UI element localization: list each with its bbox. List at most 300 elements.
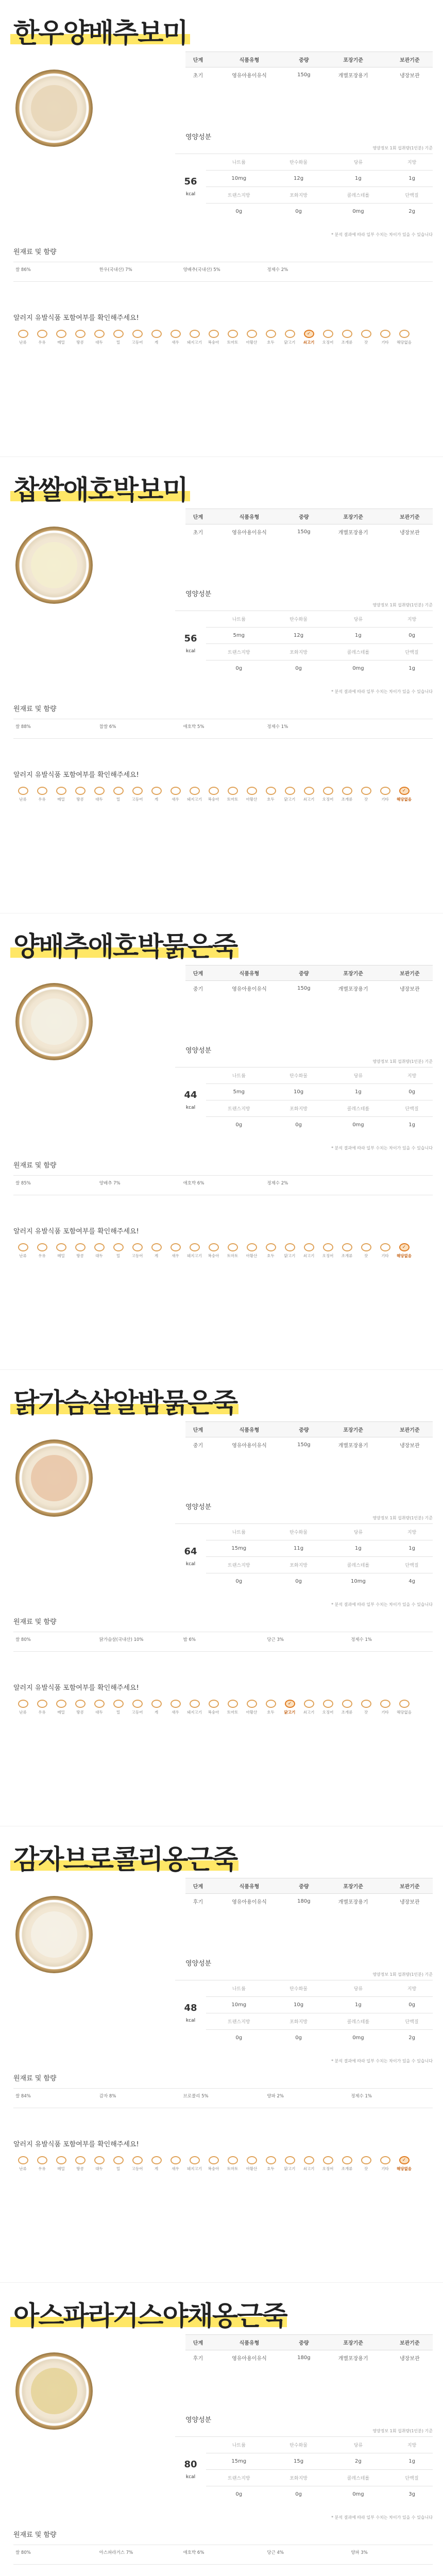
allergen-label: 난류 xyxy=(19,1710,27,1715)
allergen-label: 복숭아 xyxy=(208,1710,219,1715)
allergen-label: 아황산 xyxy=(246,1253,258,1258)
allergen-icon xyxy=(171,2156,181,2164)
kcal-value: 56 xyxy=(184,633,197,644)
ingredient-cell: 닭가슴살(국내산) 10% xyxy=(97,1632,181,1652)
nutrient-value: 1g xyxy=(326,628,391,644)
ingredient-cell: 아스파라거스 7% xyxy=(97,2545,181,2565)
nutrient-value: 5mg xyxy=(206,1084,272,1100)
allergy-heading: 알러지 유발식품 포함여부를 확인해주세요! xyxy=(13,1684,139,1692)
allergen-label: 기타 xyxy=(381,2166,389,2171)
allergen-label: 아황산 xyxy=(246,1710,258,1715)
ingredient-cell: 쌀 80% xyxy=(13,2545,97,2565)
allergen-icon xyxy=(380,787,390,795)
allergy-item xyxy=(261,1698,280,1722)
ingredient-cell: 당근 3% xyxy=(265,1632,349,1652)
allergen-icon xyxy=(18,787,28,795)
allergy-item xyxy=(32,328,52,352)
nutrition-table xyxy=(175,154,433,220)
allergen-label: 해당없음 xyxy=(397,1253,412,1258)
allergen-icon xyxy=(285,2156,295,2164)
allergen-icon xyxy=(228,330,238,338)
nutrient-label: 당류 xyxy=(326,611,391,628)
allergen-label: 밀 xyxy=(116,1253,121,1258)
allergen-label: 토마토 xyxy=(227,1253,238,1258)
allergen-icon xyxy=(37,787,47,795)
nutrition-heading: 영양성분 xyxy=(185,1047,212,1055)
info-header: 단계 xyxy=(185,1878,211,1894)
nutrient-value: 1g xyxy=(391,1540,433,1557)
allergy-item xyxy=(90,1698,109,1722)
nutrient-label: 단백질 xyxy=(391,644,433,660)
nutrient-label: 트랜스지방 xyxy=(206,2470,272,2486)
nutrient-label: 단백질 xyxy=(391,187,433,204)
allergen-icon xyxy=(37,2156,47,2164)
allergy-item xyxy=(223,785,242,809)
allergy-item xyxy=(109,1241,128,1266)
nutrient-label: 탄수화물 xyxy=(272,2437,326,2453)
nutrient-label: 당류 xyxy=(326,2437,391,2453)
product-info-table xyxy=(185,52,433,82)
ingredients-table xyxy=(13,1175,433,1195)
allergen-icon xyxy=(190,1700,200,1708)
info-header: 중량 xyxy=(288,1878,320,1894)
allergen-label: 밀 xyxy=(116,1710,121,1715)
allergy-item xyxy=(280,1698,299,1722)
allergen-icon xyxy=(113,787,124,795)
allergy-item xyxy=(204,785,223,809)
allergy-item xyxy=(242,1698,261,1722)
info-header: 포장기준 xyxy=(320,1878,387,1894)
analysis-note: * 분석 결과에 따라 일부 수치는 차이가 있을 수 있습니다 xyxy=(331,1602,433,1607)
allergy-item xyxy=(204,2154,223,2179)
allergy-item xyxy=(109,2154,128,2179)
allergy-item xyxy=(223,1241,242,1266)
nutrition-table xyxy=(175,611,433,677)
allergen-label: 게 xyxy=(154,2166,159,2171)
allergen-icon: ✓ xyxy=(399,2156,410,2164)
ingredient-cell: 애호박 6% xyxy=(181,2545,265,2565)
allergen-label: 땅콩 xyxy=(76,1710,84,1715)
allergy-item xyxy=(337,1241,356,1266)
allergy-item xyxy=(337,785,356,809)
allergy-item xyxy=(147,328,166,352)
product-section xyxy=(0,913,443,1369)
allergy-heading: 알러지 유발식품 포함여부를 확인해주세요! xyxy=(13,314,139,322)
ingredient-cell: 쌀 84% xyxy=(13,2089,97,2108)
food-image xyxy=(31,85,77,131)
allergy-item xyxy=(318,1698,337,1722)
allergy-heading: 알러지 유발식품 포함여부를 확인해주세요! xyxy=(13,771,139,779)
nutrient-label: 나트륨 xyxy=(206,1067,272,1084)
nutrient-value: 10mg xyxy=(206,1997,272,2013)
info-header: 보관기준 xyxy=(387,1422,433,1437)
nutrient-value: 0g xyxy=(272,2486,326,2503)
nutrient-value: 10g xyxy=(272,1084,326,1100)
ingredients-heading: 원재료 및 함량 xyxy=(13,2075,57,2082)
allergy-item xyxy=(128,328,147,352)
allergen-label: 게 xyxy=(154,1710,159,1715)
nutrient-value: 15g xyxy=(272,2453,326,2470)
allergen-icon xyxy=(380,1700,390,1708)
allergen-label: 새우 xyxy=(172,340,179,345)
allergen-icon xyxy=(285,330,295,338)
ingredient-cell: 애호박 5% xyxy=(181,719,265,739)
allergen-icon xyxy=(209,1700,219,1708)
allergen-label: 아황산 xyxy=(246,340,258,345)
food-type: 영유아용이유식 xyxy=(211,1437,288,1453)
info-header: 중량 xyxy=(288,52,320,67)
allergen-label: 기타 xyxy=(381,340,389,345)
allergy-icons xyxy=(13,1241,433,1266)
info-header: 식품유형 xyxy=(211,965,288,981)
allergen-label: 조개류 xyxy=(341,797,353,802)
allergy-item xyxy=(395,2154,414,2179)
allergen-icon xyxy=(37,1700,47,1708)
allergen-icon xyxy=(266,1243,276,1251)
allergen-label: 메밀 xyxy=(57,797,65,802)
allergy-heading: 알러지 유발식품 포함여부를 확인해주세요! xyxy=(13,2141,139,2148)
allergen-icon xyxy=(228,2156,238,2164)
product-section xyxy=(0,2282,443,2576)
allergy-item xyxy=(128,1698,147,1722)
nutrition-table xyxy=(175,1067,433,1133)
nutrient-value: 1g xyxy=(326,1540,391,1557)
allergen-icon xyxy=(151,787,162,795)
allergen-label: 우유 xyxy=(38,2166,46,2171)
allergy-item xyxy=(52,1698,71,1722)
allergen-icon: ✓ xyxy=(399,1243,410,1251)
allergen-icon xyxy=(151,330,162,338)
nutrient-value: 15mg xyxy=(206,2453,272,2470)
allergy-item xyxy=(280,785,299,809)
allergen-label: 조개류 xyxy=(341,2166,353,2171)
allergen-label: 닭고기 xyxy=(284,2166,296,2171)
nutrient-value: 4g xyxy=(391,1573,433,1590)
ingredient-cell: 쌀 86% xyxy=(13,262,97,282)
nutrient-label: 콜레스테롤 xyxy=(326,187,391,204)
allergen-label: 대두 xyxy=(95,340,103,345)
nutrition-note: 영양정보 1회 섭취량(1인분) 기준 xyxy=(372,1516,433,1520)
nutrient-label: 트랜스지방 xyxy=(206,2013,272,2030)
ingredient-cell: 쌀 80% xyxy=(13,1632,97,1652)
info-header: 중량 xyxy=(288,965,320,981)
allergen-icon xyxy=(247,787,257,795)
allergen-icon xyxy=(132,2156,143,2164)
allergen-label: 우유 xyxy=(38,1710,46,1715)
kcal-value: 56 xyxy=(184,176,197,187)
allergen-label: 쇠고기 xyxy=(303,797,315,802)
ingredient-cell: 양배추 7% xyxy=(97,1176,181,1195)
allergen-label: 조개류 xyxy=(341,1710,353,1715)
kcal-cell xyxy=(175,1980,206,2046)
allergen-label: 호두 xyxy=(267,797,275,802)
nutrient-label: 탄수화물 xyxy=(272,611,326,628)
allergy-item xyxy=(299,328,318,352)
nutrient-label: 나트륨 xyxy=(206,1980,272,1997)
nutrient-label: 당류 xyxy=(326,1524,391,1540)
allergy-heading: 알러지 유발식품 포함여부를 확인해주세요! xyxy=(13,1228,139,1235)
kcal-value: 80 xyxy=(184,2459,197,2470)
info-header: 보관기준 xyxy=(387,1878,433,1894)
nutrient-value: 0g xyxy=(206,2486,272,2503)
pack: 개별포장용기 xyxy=(320,67,387,83)
allergen-label: 복숭아 xyxy=(208,340,219,345)
allergen-icon xyxy=(56,1700,66,1708)
kcal-unit: kcal xyxy=(185,1561,196,1567)
allergen-label: 오징어 xyxy=(322,1253,334,1258)
nutrient-label: 트랜스지방 xyxy=(206,1100,272,1117)
info-header: 식품유형 xyxy=(211,52,288,67)
allergen-label: 새우 xyxy=(172,2166,179,2171)
allergen-icon xyxy=(171,787,181,795)
allergen-label: 땅콩 xyxy=(76,797,84,802)
allergen-icon xyxy=(247,1700,257,1708)
allergen-icon xyxy=(94,330,105,338)
allergen-label: 땅콩 xyxy=(76,2166,84,2171)
allergy-item xyxy=(299,785,318,809)
nutrition-heading: 영양성분 xyxy=(185,590,212,598)
allergen-label: 우유 xyxy=(38,340,46,345)
nutrient-label: 나트륨 xyxy=(206,1524,272,1540)
info-header: 포장기준 xyxy=(320,52,387,67)
allergen-icon xyxy=(56,1243,66,1251)
allergen-icon: ✓ xyxy=(399,787,410,795)
allergen-icon xyxy=(113,1243,124,1251)
product-info-table xyxy=(185,1878,433,1909)
allergen-label: 고등어 xyxy=(131,1710,143,1715)
allergen-label: 쇠고기 xyxy=(303,1710,315,1715)
ingredient-cell: 정제수 2% xyxy=(265,1176,349,1195)
nutrient-label: 탄수화물 xyxy=(272,1067,326,1084)
allergy-item xyxy=(356,1241,376,1266)
ingredients-heading: 원재료 및 함량 xyxy=(13,1162,57,1170)
allergy-item xyxy=(71,2154,90,2179)
nutrition-note: 영양정보 1회 섭취량(1인분) 기준 xyxy=(372,146,433,150)
allergen-label: 복숭아 xyxy=(208,1253,219,1258)
nutrient-value: 12g xyxy=(272,171,326,187)
storage: 냉장보관 xyxy=(387,1437,433,1453)
nutrient-value: 10mg xyxy=(326,1573,391,1590)
info-header: 식품유형 xyxy=(211,1878,288,1894)
allergy-item xyxy=(223,2154,242,2179)
nutrient-label: 콜레스테롤 xyxy=(326,644,391,660)
allergy-item xyxy=(242,1241,261,1266)
food-type: 영유아용이유식 xyxy=(211,981,288,996)
ingredient-cell: 정제수 1% xyxy=(349,2089,433,2108)
kcal-unit: kcal xyxy=(185,2474,196,2480)
allergen-label: 잣 xyxy=(364,797,368,802)
product-title: 닭가슴살알밤묽은죽 xyxy=(13,1388,237,1419)
allergy-item xyxy=(13,1698,32,1722)
kcal-value: 44 xyxy=(184,1089,197,1100)
nutrient-value: 1g xyxy=(326,171,391,187)
allergy-icons xyxy=(13,785,433,809)
product-image xyxy=(15,2352,93,2430)
food-image xyxy=(31,2368,77,2414)
allergen-label: 닭고기 xyxy=(284,1253,296,1258)
allergen-label: 쇠고기 xyxy=(303,2166,315,2171)
info-header: 보관기준 xyxy=(387,2335,433,2350)
allergen-icon xyxy=(380,1243,390,1251)
info-header: 중량 xyxy=(288,2335,320,2350)
nutrient-value: 0g xyxy=(391,1997,433,2013)
allergen-icon xyxy=(18,330,28,338)
nutrition-note: 영양정보 1회 섭취량(1인분) 기준 xyxy=(372,603,433,607)
allergen-label: 밀 xyxy=(116,797,121,802)
allergy-item xyxy=(166,1698,185,1722)
product-title: 양배추애호박묽은죽 xyxy=(13,931,237,962)
pack: 개별포장용기 xyxy=(320,1437,387,1453)
allergy-item xyxy=(13,2154,32,2179)
allergy-item xyxy=(395,785,414,809)
allergy-item xyxy=(109,328,128,352)
allergy-item xyxy=(52,328,71,352)
allergy-item xyxy=(299,2154,318,2179)
ingredient-cell xyxy=(349,1176,433,1195)
ingredient-cell: 쌀 88% xyxy=(13,719,97,739)
ingredient-cell: 양파 2% xyxy=(265,2089,349,2108)
ingredient-cell: 감자 8% xyxy=(97,2089,181,2108)
nutrient-value: 0g xyxy=(391,628,433,644)
allergy-item xyxy=(109,785,128,809)
allergen-icon xyxy=(285,787,295,795)
allergy-item xyxy=(376,328,395,352)
stage: 후기 xyxy=(185,2350,211,2366)
allergen-label: 쇠고기 xyxy=(303,1253,315,1258)
nutrient-value: 0g xyxy=(272,1117,326,1133)
allergy-item xyxy=(395,1698,414,1722)
food-image xyxy=(31,1911,77,1958)
kcal-unit: kcal xyxy=(185,1105,196,1110)
allergy-item xyxy=(261,328,280,352)
allergen-label: 대두 xyxy=(95,1710,103,1715)
weight: 180g xyxy=(288,2350,320,2366)
allergy-item xyxy=(242,328,261,352)
allergen-label: 잣 xyxy=(364,2166,368,2171)
info-header: 보관기준 xyxy=(387,509,433,524)
allergen-icon xyxy=(380,330,390,338)
allergen-icon xyxy=(75,1243,86,1251)
allergen-icon xyxy=(18,1700,28,1708)
allergen-icon xyxy=(342,1700,352,1708)
allergy-item xyxy=(32,2154,52,2179)
allergen-label: 오징어 xyxy=(322,340,334,345)
allergen-label: 조개류 xyxy=(341,1253,353,1258)
allergen-label: 땅콩 xyxy=(76,1253,84,1258)
allergy-item xyxy=(261,785,280,809)
allergen-icon xyxy=(399,330,410,338)
nutrient-value: 1g xyxy=(391,2453,433,2470)
storage: 냉장보관 xyxy=(387,981,433,996)
allergen-label: 고등어 xyxy=(131,2166,143,2171)
allergen-label: 난류 xyxy=(19,2166,27,2171)
allergen-label: 오징어 xyxy=(322,2166,334,2171)
nutrition-heading: 영양성분 xyxy=(185,133,212,141)
ingredient-cell: 한우(국내산) 7% xyxy=(97,262,181,282)
allergen-icon xyxy=(132,330,143,338)
allergy-item xyxy=(128,785,147,809)
nutrient-label: 포화지방 xyxy=(272,644,326,660)
allergen-label: 오징어 xyxy=(322,797,334,802)
nutrition-table xyxy=(175,2436,433,2503)
allergen-icon xyxy=(209,787,219,795)
nutrient-label: 당류 xyxy=(326,1067,391,1084)
allergy-item xyxy=(223,328,242,352)
product-section xyxy=(0,456,443,913)
nutrient-label: 포화지방 xyxy=(272,2013,326,2030)
allergy-item xyxy=(166,785,185,809)
allergy-item xyxy=(337,2154,356,2179)
allergen-label: 토마토 xyxy=(227,340,238,345)
allergen-icon xyxy=(209,1243,219,1251)
product-image xyxy=(15,527,93,604)
food-image xyxy=(31,542,77,588)
allergy-item xyxy=(13,1241,32,1266)
food-type: 영유아용이유식 xyxy=(211,1894,288,1909)
allergy-item xyxy=(166,2154,185,2179)
allergen-label: 밀 xyxy=(116,340,121,345)
allergy-item xyxy=(356,2154,376,2179)
kcal-cell xyxy=(175,611,206,677)
nutrition-table xyxy=(175,1980,433,2046)
kcal-unit: kcal xyxy=(185,648,196,654)
nutrient-value: 5mg xyxy=(206,628,272,644)
allergen-icon xyxy=(190,330,200,338)
allergen-icon xyxy=(323,330,333,338)
product-info-table xyxy=(185,2334,433,2365)
nutrient-value: 0g xyxy=(206,2030,272,2046)
ingredient-cell: 찹쌀 6% xyxy=(97,719,181,739)
allergy-item xyxy=(395,1241,414,1266)
allergen-label: 우유 xyxy=(38,1253,46,1258)
nutrition-heading: 영양성분 xyxy=(185,1960,212,1968)
nutrition-note: 영양정보 1회 섭취량(1인분) 기준 xyxy=(372,1059,433,1064)
allergen-icon xyxy=(75,787,86,795)
allergy-item xyxy=(52,2154,71,2179)
ingredients-heading: 원재료 및 함량 xyxy=(13,1618,57,1626)
allergen-icon: ✓ xyxy=(304,330,314,338)
allergen-label: 기타 xyxy=(381,797,389,802)
pack: 개별포장용기 xyxy=(320,1894,387,1909)
analysis-note: * 분석 결과에 따라 일부 수치는 차이가 있을 수 있습니다 xyxy=(331,232,433,237)
allergy-icons xyxy=(13,1698,433,1722)
allergen-icon xyxy=(266,330,276,338)
allergen-icon xyxy=(304,2156,314,2164)
pack: 개별포장용기 xyxy=(320,2350,387,2366)
allergen-label: 돼지고기 xyxy=(187,340,202,345)
info-header: 단계 xyxy=(185,2335,211,2350)
ingredient-cell: 당근 4% xyxy=(265,2545,349,2565)
allergen-icon xyxy=(342,2156,352,2164)
allergen-icon xyxy=(209,330,219,338)
allergen-icon xyxy=(75,1700,86,1708)
nutrition-heading: 영양성분 xyxy=(185,1503,212,1511)
analysis-note: * 분석 결과에 따라 일부 수치는 차이가 있을 수 있습니다 xyxy=(331,2059,433,2063)
allergy-item xyxy=(356,328,376,352)
allergy-item xyxy=(204,1698,223,1722)
allergen-icon xyxy=(171,330,181,338)
allergen-label: 돼지고기 xyxy=(187,2166,202,2171)
allergy-item xyxy=(261,2154,280,2179)
ingredient-cell xyxy=(349,719,433,739)
allergy-item xyxy=(147,1241,166,1266)
storage: 냉장보관 xyxy=(387,67,433,83)
info-header: 포장기준 xyxy=(320,965,387,981)
allergen-icon xyxy=(323,1243,333,1251)
nutrient-label: 탄수화물 xyxy=(272,1980,326,1997)
nutrient-label: 트랜스지방 xyxy=(206,1557,272,1573)
allergy-item xyxy=(376,785,395,809)
